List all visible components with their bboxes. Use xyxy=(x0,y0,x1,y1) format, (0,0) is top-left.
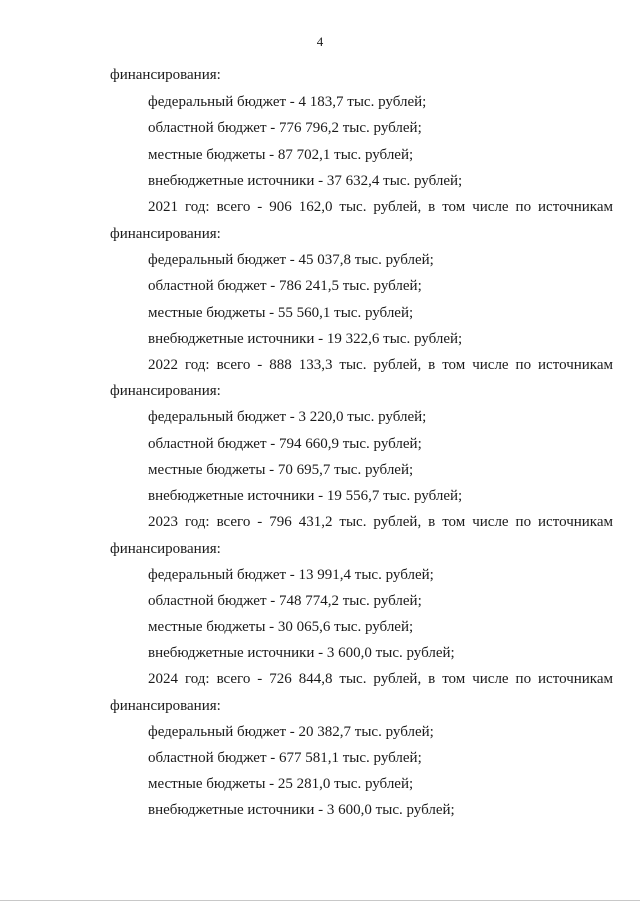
text-line: внебюджетные источники - 19 556,7 тыс. рублей; xyxy=(148,488,463,504)
text-line: внебюджетные источники - 19 322,6 тыс. рублей; xyxy=(148,331,463,347)
text-line: финансирования: xyxy=(110,541,221,557)
text-line: финансирования: xyxy=(110,67,221,83)
text-line: местные бюджеты - 25 281,0 тыс. рублей; xyxy=(148,776,414,792)
year-summary-line: 2023 год: всего - 796 431,2 тыс. рублей, в том числе по источникам xyxy=(148,514,613,530)
text-line: федеральный бюджет - 45 037,8 тыс. рублей; xyxy=(148,252,434,268)
year-summary-line: 2024 год: всего - 726 844,8 тыс. рублей, в том числе по источникам xyxy=(148,671,613,687)
text-line: областной бюджет - 776 796,2 тыс. рублей; xyxy=(148,120,422,136)
text-line: финансирования: xyxy=(110,698,221,714)
text-line: федеральный бюджет - 3 220,0 тыс. рублей; xyxy=(148,409,427,425)
year-summary-line: 2021 год: всего - 906 162,0 тыс. рублей, в том числе по источникам xyxy=(148,199,613,215)
text-line: внебюджетные источники - 3 600,0 тыс. рублей; xyxy=(148,802,455,818)
text-line: внебюджетные источники - 37 632,4 тыс. рублей; xyxy=(148,173,463,189)
text-line: местные бюджеты - 55 560,1 тыс. рублей; xyxy=(148,305,414,321)
text-line: финансирования: xyxy=(110,383,221,399)
text-line: областной бюджет - 786 241,5 тыс. рублей; xyxy=(148,278,422,294)
text-line: областной бюджет - 794 660,9 тыс. рублей; xyxy=(148,436,422,452)
text-line: федеральный бюджет - 13 991,4 тыс. рублей; xyxy=(148,567,434,583)
text-line: внебюджетные источники - 3 600,0 тыс. рублей; xyxy=(148,645,455,661)
text-line: областной бюджет - 677 581,1 тыс. рублей; xyxy=(148,750,422,766)
text-line: федеральный бюджет - 4 183,7 тыс. рублей; xyxy=(148,94,427,110)
text-line: финансирования: xyxy=(110,226,221,242)
text-line: местные бюджеты - 87 702,1 тыс. рублей; xyxy=(148,147,414,163)
text-line: местные бюджеты - 30 065,6 тыс. рублей; xyxy=(148,619,414,635)
text-line: местные бюджеты - 70 695,7 тыс. рублей; xyxy=(148,462,414,478)
year-summary-line: 2022 год: всего - 888 133,3 тыс. рублей, в том числе по источникам xyxy=(148,357,613,373)
text-line: областной бюджет - 748 774,2 тыс. рублей; xyxy=(148,593,422,609)
page-number: 4 xyxy=(316,34,324,49)
page-bottom-rule xyxy=(0,900,640,901)
text-line: федеральный бюджет - 20 382,7 тыс. рублей; xyxy=(148,724,434,740)
